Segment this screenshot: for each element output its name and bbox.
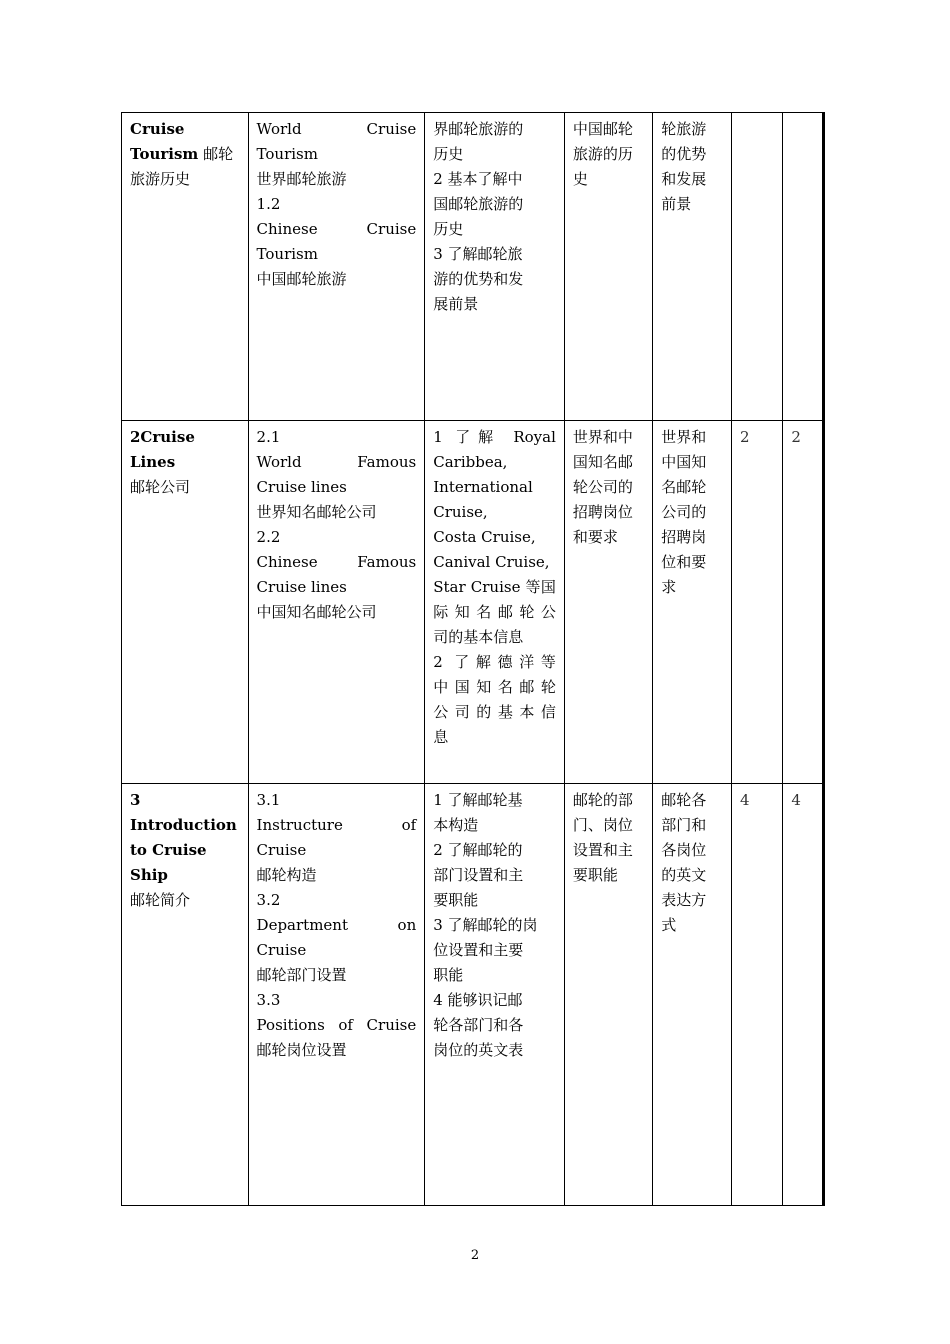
hours-cell-b [783, 113, 824, 421]
content-line: 中国邮轮旅游 [256, 270, 347, 288]
knowledge-line: 招聘岗位 [572, 503, 633, 521]
content-line: 邮轮构造 [256, 866, 317, 884]
skills-line: 邮轮各 [661, 791, 707, 809]
topic-title-en: 3 Introduction to Cruise Ship [130, 791, 237, 884]
skills-cell [653, 113, 732, 421]
skills-line: 招聘岗 [661, 528, 707, 546]
objective-line: International [433, 478, 533, 496]
knowledge-line: 旅游的历 [572, 145, 633, 163]
content-line: 中国知名邮轮公司 [256, 603, 377, 621]
objective-line: 位设置和主要 [433, 941, 524, 959]
topic-title-en: 2Cruise Lines [130, 428, 195, 471]
topic-title-cn: 邮轮公司 [130, 478, 191, 496]
objective-line: 3 了解邮轮旅 [433, 245, 523, 263]
content-line: 3.2 [256, 891, 281, 909]
objective-line: 中国知名邮轮 [433, 678, 556, 696]
objective-line: 界邮轮旅游的 [433, 120, 524, 138]
objective-line: 游的优势和发 [433, 270, 524, 288]
objectives-cell [425, 421, 565, 784]
content-line: 邮轮岗位设置 [256, 1041, 347, 1059]
skills-line: 求 [661, 578, 677, 596]
objectives-cell [425, 113, 565, 421]
skills-line: 公司的 [661, 503, 707, 521]
objective-line: 4 能够识记邮 [433, 991, 523, 1009]
content-line: Chinese Cruise [256, 220, 417, 238]
objective-line: 2 了解邮轮的 [433, 841, 523, 859]
objective-line: 息 [433, 728, 449, 746]
content-cell [248, 784, 425, 1206]
objective-line: 部门设置和主 [433, 866, 524, 884]
objective-line: 际知名邮轮公 [433, 603, 556, 621]
content-line: Cruise lines [256, 578, 347, 596]
skills-line: 式 [661, 916, 677, 934]
content-line: World Famous [256, 453, 417, 471]
content-line: 1.2 [256, 195, 281, 213]
objective-line: 司的基本信息 [433, 628, 524, 646]
content-line: Tourism [256, 145, 318, 163]
knowledge-cell [564, 421, 652, 784]
table-row [122, 113, 824, 421]
hours-cell-a: 4 [732, 784, 783, 1206]
hours-cell-b: 4 [783, 784, 824, 1206]
topic-title-cn: 邮轮旅游历史 [130, 145, 234, 188]
knowledge-cell [564, 113, 652, 421]
content-line: Cruise [256, 941, 307, 959]
objective-line: 2 了解德洋等 [433, 653, 556, 671]
skills-line: 和发展 [661, 170, 707, 188]
objective-line: 历史 [433, 145, 464, 163]
topic-cell [122, 784, 249, 1206]
objective-line: 展前景 [433, 295, 479, 313]
skills-line: 位和要 [661, 553, 707, 571]
content-line: 世界邮轮旅游 [256, 170, 347, 188]
content-line: Department on [256, 916, 417, 934]
content-line: Instructure of Cruise [256, 816, 417, 859]
skills-line: 的英文 [661, 866, 707, 884]
hours-cell-a: 2 [732, 421, 783, 784]
knowledge-line: 和要求 [572, 528, 618, 546]
skills-line: 中国知 [661, 453, 707, 471]
objective-line: 本构造 [433, 816, 479, 834]
objective-line: 要职能 [433, 891, 479, 909]
knowledge-line: 要职能 [572, 866, 618, 884]
table-row [122, 421, 824, 784]
content-line: 世界知名邮轮公司 [256, 503, 377, 521]
content-line: 2.1 [256, 428, 281, 446]
page-number: 2 [470, 1248, 480, 1263]
content-line: Chinese Famous [256, 553, 417, 571]
knowledge-line: 史 [572, 170, 588, 188]
content-line: Cruise lines [256, 478, 347, 496]
content-cell [248, 113, 425, 421]
objective-line: 公司的基本信 [433, 703, 556, 721]
table-row [122, 784, 824, 1206]
content-line: Tourism [256, 245, 318, 263]
objective-line: Caribbea, [433, 453, 508, 471]
hours-cell-a [732, 113, 783, 421]
content-line: World Cruise [256, 120, 417, 138]
knowledge-line: 邮轮的部 [572, 791, 633, 809]
skills-line: 的优势 [661, 145, 707, 163]
topic-title-cn: 邮轮简介 [130, 891, 191, 909]
objective-line: Star Cruise 等国 [433, 578, 556, 596]
objective-line: Canival Cruise, [433, 553, 550, 571]
skills-line: 各岗位 [661, 841, 707, 859]
objective-line: Costa Cruise, [433, 528, 536, 546]
topic-cell [122, 113, 249, 421]
skills-line: 世界和 [661, 428, 707, 446]
content-cell [248, 421, 425, 784]
content-line: 3.3 [256, 991, 281, 1009]
knowledge-line: 世界和中 [572, 428, 633, 446]
objectives-cell [425, 784, 565, 1206]
objective-line: 岗位的英文表 [433, 1041, 524, 1059]
objective-line: 历史 [433, 220, 464, 238]
knowledge-line: 中国邮轮 [572, 120, 633, 138]
content-line: Positions of Cruise [256, 1016, 417, 1034]
objective-line: 3 了解邮轮的岗 [433, 916, 538, 934]
course-schedule-table [121, 112, 825, 1206]
objective-line: 1 了解 Royal [433, 428, 556, 446]
objective-line: 2 基本了解中 [433, 170, 523, 188]
topic-cell [122, 421, 249, 784]
skills-cell [653, 784, 732, 1206]
knowledge-line: 国知名邮 [572, 453, 633, 471]
objective-line: 国邮轮旅游的 [433, 195, 524, 213]
knowledge-line: 门、岗位 [572, 816, 633, 834]
objective-line: 职能 [433, 966, 464, 984]
knowledge-cell [564, 784, 652, 1206]
objective-line: 轮各部门和各 [433, 1016, 524, 1034]
content-line: 邮轮部门设置 [256, 966, 347, 984]
knowledge-line: 轮公司的 [572, 478, 633, 496]
objective-line: 1 了解邮轮基 [433, 791, 523, 809]
knowledge-line: 设置和主 [572, 841, 633, 859]
content-line: 2.2 [256, 528, 281, 546]
skills-line: 前景 [661, 195, 692, 213]
topic-title-en: Cruise Tourism [130, 120, 199, 163]
content-line: 3.1 [256, 791, 281, 809]
hours-cell-b: 2 [783, 421, 824, 784]
skills-line: 轮旅游 [661, 120, 707, 138]
skills-line: 部门和 [661, 816, 707, 834]
skills-line: 表达方 [661, 891, 707, 909]
skills-cell [653, 421, 732, 784]
skills-line: 名邮轮 [661, 478, 707, 496]
objective-line: Cruise, [433, 503, 488, 521]
